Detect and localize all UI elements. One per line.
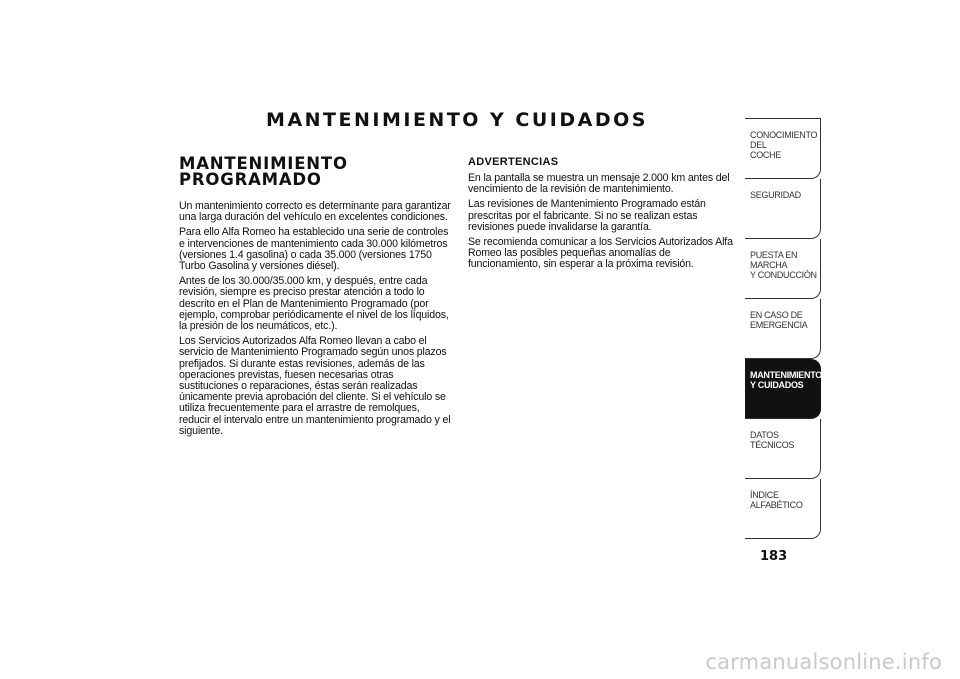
tab-conocimiento-del-coche[interactable]	[745, 119, 821, 179]
warnings-heading: ADVERTENCIAS	[468, 156, 559, 168]
page-number: 183	[760, 549, 788, 564]
paragraph: Se recomienda comunicar a los Servicios Autorizados Alfa Romeo las posibles pequeñas anomalías de funcionamiento, sin esperar a la próxima revisión.	[468, 236, 733, 271]
section-heading-line1: MANTENIMIENTO	[179, 154, 348, 173]
tab-puesta-en-marcha[interactable]	[745, 239, 821, 299]
tab-label: DATOS TÉCNICOS	[750, 430, 795, 450]
paragraph: Los Servicios Autorizados Alfa Romeo llevan a cabo el servicio de Mantenimiento Programado según unos plazos prefijados. Si durante estas revisiones, además de las operaciones previstas, fuesen necesarias otras sustituciones o reparaciones, éstas serán realizadas únicamente previa aprobación del cliente. Si el vehículo se utiliza frecuentemente para el arrastre de remolques, reducir el intervalo entre un mantenimiento programado y el siguiente.	[179, 335, 451, 437]
paragraph: Para ello Alfa Romeo ha establecido una serie de controles e intervenciones de mantenimiento cada 30.000 kilómetros (versiones 1.4 gasolina) o cada 35.000 (versiones 1750 Turbo Gasolina y versiones diésel).	[179, 226, 449, 273]
tab-label: PUESTA EN MARCHA Y CONDUCCIÓN	[750, 250, 817, 280]
paragraph: Un mantenimiento correcto es determinante para garantizar una larga duración del vehículo en excelentes condiciones.	[179, 200, 451, 224]
tab-seguridad[interactable]	[745, 179, 821, 239]
chapter-tabs	[745, 118, 821, 539]
tab-label: EN CASO DE EMERGENCIA	[750, 310, 808, 330]
maintenance-section	[179, 156, 451, 441]
section-heading	[179, 156, 451, 188]
section-heading-line2: PROGRAMADO	[179, 170, 322, 189]
paragraph: En la pantalla se muestra un mensaje 2.000 km antes del vencimiento de la revisión de mantenimiento.	[468, 172, 730, 196]
tab-en-caso-de-emergencia[interactable]	[745, 299, 821, 359]
page-title: MANTENIMIENTO Y CUIDADOS	[266, 109, 648, 131]
tab-label: ÍNDICE ALFABÉTICO	[750, 490, 803, 510]
paragraph: Antes de los 30.000/35.000 km, y después, entre cada revisión, siempre es preciso prestar atención a todo lo descrito en el Plan de Mantenimiento Programado (por ejemplo, comprobar periódicamente el nivel de los líquidos, la presión de los neumáticos, etc.).	[179, 275, 449, 333]
tab-label: MANTENIMIENTO Y CUIDADOS	[750, 370, 822, 390]
tab-mantenimiento-y-cuidados[interactable]	[745, 359, 821, 419]
tab-label: CONOCIMIENTO DEL COCHE	[750, 130, 818, 160]
paragraph: Las revisiones de Mantenimiento Programado están prescritas por el fabricante. Si no se realizan estas revisiones puede invalidarse la garantía.	[468, 198, 706, 233]
tab-indice-alfabetico[interactable]	[745, 479, 821, 539]
watermark: carmanualsonline.info	[705, 650, 942, 674]
warnings-section	[468, 156, 740, 275]
tab-label: SEGURIDAD	[750, 190, 801, 200]
tab-datos-tecnicos[interactable]	[745, 419, 821, 479]
